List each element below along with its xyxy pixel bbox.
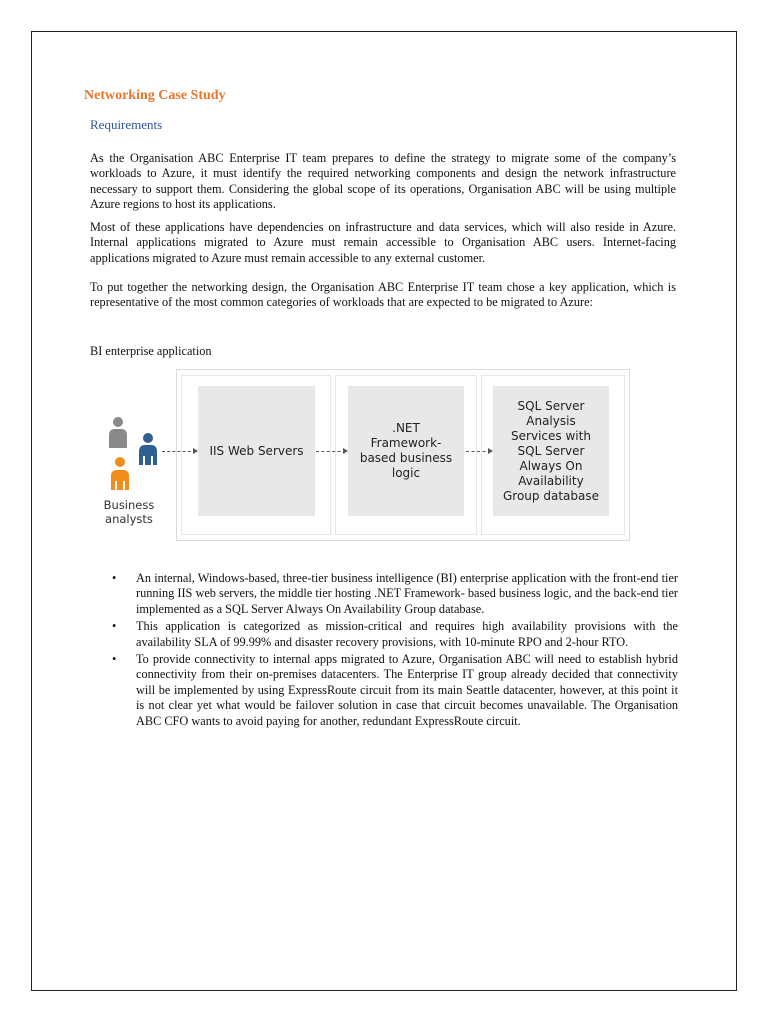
bullet-icon: • [112, 571, 117, 585]
business-logic-tier [348, 386, 464, 516]
list-item-text: An internal, Windows-based, three-tier business intelligence (BI) enterprise application with the front-end tier running IIS web servers, the middle tier hosting .NET Framework- based business logic, and the back-end tier implemented as a SQL Server Always On Availability Group database. [136, 571, 678, 616]
paragraph: As the Organisation ABC Enterprise IT team prepares to define the strategy to migrate some of the company’s workloads to Azure, it must identify the required networking components and design the network infrastructure necessary to support them. Considering the global scope of its operations, Organisation ABC will be using multiple Azure regions to host its applications. [90, 151, 676, 212]
bullet-icon: • [112, 652, 117, 667]
requirements-list [112, 571, 678, 731]
flow-arrow [162, 451, 196, 452]
iis-web-servers-tier [198, 386, 315, 516]
application-label: BI enterprise application [90, 344, 212, 358]
paragraph: Most of these applications have dependencies on infrastructure and data services, which will also reside in Azure. Internal applications migrated to Azure must remain accessible to Organisation ABC users. Internet-facing applications migrated to Azure must remain accessible to any external customer. [90, 220, 676, 265]
flow-arrow [466, 451, 491, 452]
architecture-diagram [100, 369, 630, 544]
business-analysts-icon [106, 414, 162, 492]
document-title: Networking Case Study [84, 88, 226, 103]
tier-label: .NET Framework- based business logic [359, 421, 453, 480]
business-analysts-label: Business analysts [103, 498, 155, 526]
bullet-icon: • [112, 619, 117, 634]
tier-label: IIS Web Servers [209, 443, 304, 458]
list-item-text: This application is categorized as mission-critical and requires high availability provisions with the availability SLA of 99.99% and disaster recovery provisions, with 10-minute RPO and 2-hour RTO. [136, 619, 678, 649]
flow-arrow [316, 451, 346, 452]
section-heading: Requirements [90, 117, 163, 132]
list-item-text: To provide connectivity to internal apps migrated to Azure, Organisation ABC will need to establish hybrid connectivity from their on-premises datacenters. The Enterprise IT group already decided that connectivity will be implemented by using ExpressRoute circuit from its main Seattle datacenter, however, at this point it is not clear yet what would be failover solution in case that circuit becomes unavailable. The Organisation ABC CFO wants to avoid paying for another, redundant ExpressRoute circuit. [136, 652, 678, 728]
list-item [112, 619, 678, 650]
tier-label: SQL Server Analysis Services with SQL Server Always On Availability Group database [503, 398, 599, 503]
paragraph: To put together the networking design, the Organisation ABC Enterprise IT team chose a key application, which is representative of the most common categories of workloads that are expected to be migrated to Azure: [90, 280, 676, 310]
database-tier [493, 386, 609, 516]
list-item [112, 652, 678, 729]
list-item [112, 571, 678, 617]
